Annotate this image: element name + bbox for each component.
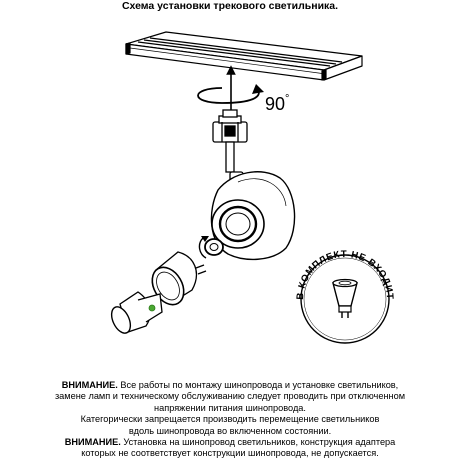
luminaire-head xyxy=(211,172,294,260)
warning-1-line-5: вдоль шинопровода во включенном состоянии. xyxy=(128,425,332,436)
rotation-label: 90° xyxy=(265,93,290,114)
warning-1-line-3: напряжении питания шинопровода. xyxy=(154,402,306,413)
retaining-ring xyxy=(205,239,223,255)
warning-1-line-2: замене ламп и техническому обслуживанию следует проводить при отключенном xyxy=(54,391,406,402)
warning-2-heading: ВНИМАНИЕ. xyxy=(64,437,121,448)
not-included-badge xyxy=(295,249,395,343)
warning-1-line-4: Категорически запрещается производить перемещение светильников xyxy=(80,414,380,425)
page-title: Схема установки трекового светильника. xyxy=(121,0,339,12)
warning-1-line-1: ВНИМАНИЕ. Все работы по монтажу шинопровода и установке светильников, xyxy=(61,380,399,390)
warning-2-line-2: которых не соответствует конструкции шинопровода, не допускается. xyxy=(81,448,379,459)
warnings-block xyxy=(8,380,452,460)
warning-2-line-1: ВНИМАНИЕ. Установка на шинопровод светильников, конструкция адаптера xyxy=(64,437,396,448)
track-adapter xyxy=(213,110,247,142)
lamp-socket xyxy=(108,292,162,336)
track-rail xyxy=(126,32,362,80)
installation-diagram xyxy=(0,14,460,374)
badge-text: В КОМПЛЕКТ НЕ ВХОДИТ xyxy=(294,248,396,301)
warning-1-heading: ВНИМАНИЕ. xyxy=(61,380,118,390)
